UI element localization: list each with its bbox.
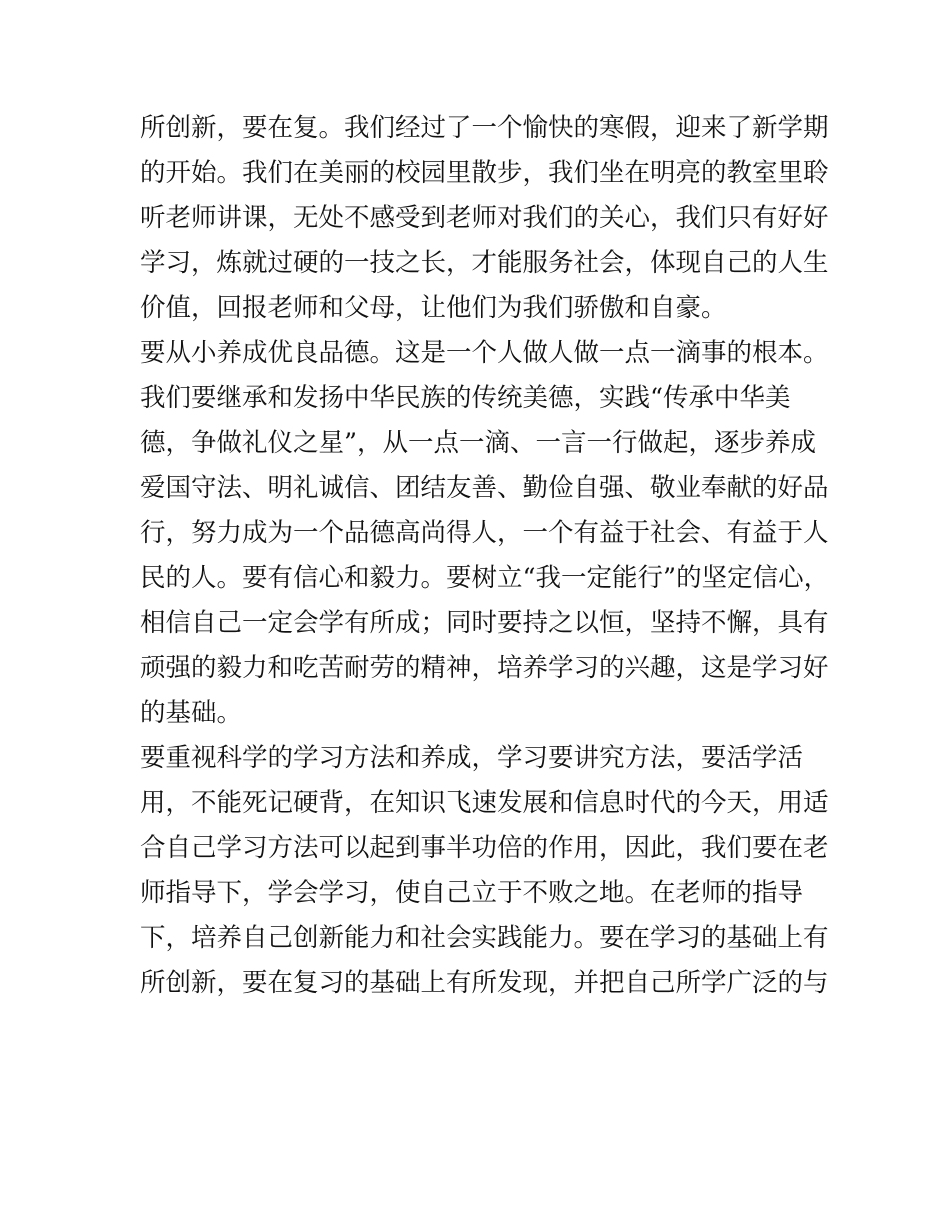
text-line: 相信自己一定会学有所成；同时要持之以恒，坚持不懈，具有 [140,608,829,638]
text-line: 价值，回报老师和父母，让他们为我们骄傲和自豪。 [140,293,727,323]
text-line: 的基础。 [140,698,243,728]
text-line: 要从小养成优良品德。这是一个人做人做一点一滴事的根本。 [140,338,829,368]
text-line: 合自己学习方法可以起到事半功倍的作用，因此，我们要在老 [140,833,829,863]
text-line: 的开始。我们在美丽的校园里散步，我们坐在明亮的教室里聆 [140,158,829,188]
text-line: 要重视科学的学习方法和养成，学习要讲究方法，要活学活 [140,743,804,773]
text-line: 民的人。要有信心和毅力。要树立“我一定能行”的坚定信心， [140,563,830,593]
text-line: 师指导下，学会学习，使自己立于不败之地。在老师的指导 [140,878,804,908]
body-text [140,106,830,1006]
text-line: 学习，炼就过硬的一技之长，才能服务社会，体现自己的人生 [140,248,829,278]
text-line: 德，争做礼仪之星”，从一点一滴、一言一行做起，逐步养成 [140,428,817,458]
text-line: 用，不能死记硬背，在知识飞速发展和信息时代的今天，用适 [140,788,829,818]
text-line: 顽强的毅力和吃苦耐劳的精神，培养学习的兴趣，这是学习好 [140,653,829,683]
text-line: 下，培养自己创新能力和社会实践能力。要在学习的基础上有 [140,923,829,953]
text-line: 行，努力成为一个品德高尚得人，一个有益于社会、有益于人 [140,518,829,548]
text-line: 听老师讲课，无处不感受到老师对我们的关心，我们只有好好 [140,203,829,233]
text-line: 我们要继承和发扬中华民族的传统美德，实践“传承中华美 [140,383,791,413]
text-line: 爱国守法、明礼诚信、团结友善、勤俭自强、敬业奉献的好品 [140,473,829,503]
text-line: 所创新，要在复。我们经过了一个愉快的寒假，迎来了新学期 [140,113,829,143]
text-line: 所创新，要在复习的基础上有所发现，并把自己所学广泛的与 [140,968,829,998]
